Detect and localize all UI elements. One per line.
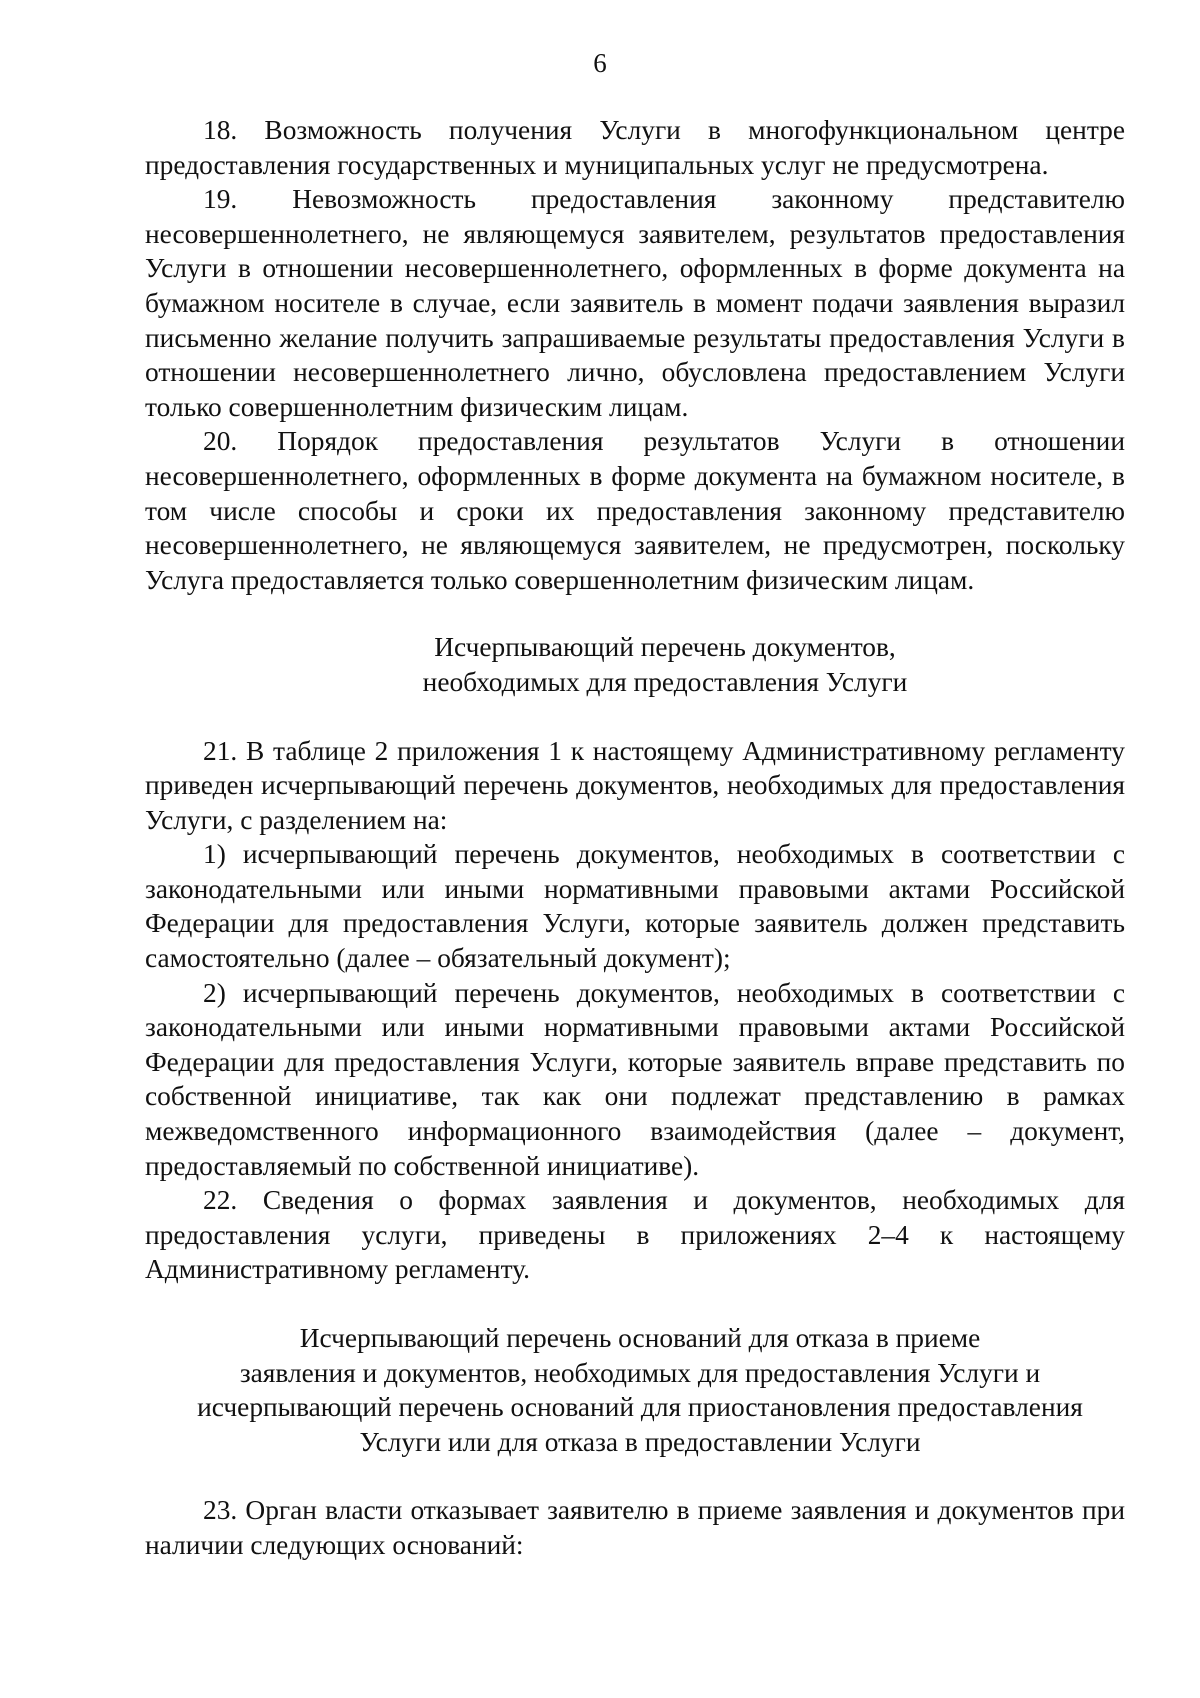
paragraph-22: 22. Сведения о формах заявления и документов, необходимых для предоставления услуги, приведены в приложениях 2–4 к настоящему Административному регламенту. xyxy=(145,1185,1125,1285)
page-number: 6 xyxy=(593,48,607,78)
section-heading-refusal-grounds xyxy=(145,1321,1125,1459)
heading-line: Исчерпывающий перечень оснований для отказа в приеме xyxy=(299,1323,981,1353)
heading-line: исчерпывающий перечень оснований для приостановления предоставления xyxy=(197,1392,1083,1423)
paragraph-21: 21. В таблице 2 приложения 1 к настоящему Административному регламенту приведен исчерпывающий перечень документов, необходимых для предоставления Услуги, с разделением на: xyxy=(145,735,1125,835)
list-item-1: 1) исчерпывающий перечень документов, необходимых в соответствии с законодательными или иными нормативными правовыми актами Российской Федерации для предоставления Услуги, которые заявитель должен представить самостоятельно (далее – обязательный документ); xyxy=(145,839,1125,974)
heading-line: заявления и документов, необходимых для предоставления Услуги и xyxy=(239,1357,1041,1388)
document-body xyxy=(145,113,1125,1563)
list-item-2: 2) исчерпывающий перечень документов, необходимых в соответствии с законодательными или иными нормативными правовыми актами Российской Федерации для предоставления Услуги, которые заявитель вправе представить по собственной инициативе, так как они подлежат представлению в рамках межведомственного информационного взаимодействия (далее – документ, предоставляемый по собственной инициативе). xyxy=(145,977,1125,1181)
section-heading-documents-list xyxy=(145,630,1125,699)
paragraph-18: 18. Возможность получения Услуги в многофункциональном центре предоставления государственных и муниципальных услуг не предусмотрена. xyxy=(145,115,1125,180)
heading-line: необходимых для предоставления Услуги xyxy=(422,666,908,697)
paragraph-20: 20. Порядок предоставления результатов Услуги в отношении несовершеннолетнего, оформленных в форме документа на бумажном носителе, в том числе способы и сроки их предоставления законному представителю несовершеннолетнего, не являющемуся заявителем, не предусмотрен, поскольку Услуга предоставляется только совершеннолетним физическим лицам. xyxy=(145,426,1125,595)
heading-line: Исчерпывающий перечень документов, xyxy=(434,632,896,663)
paragraph-19: 19. Невозможность предоставления законному представителю несовершеннолетнего, не являющемуся заявителем, результатов предоставления Услуги в отношении несовершеннолетнего, оформленных в форме документа на бумажном носителе в случае, если заявитель в момент подачи заявления выразил письменно желание получить запрашиваемые результаты предоставления Услуги в отношении несовершеннолетнего лично, обусловлена предоставлением Услуги только совершеннолетним физическим лицам. xyxy=(145,184,1125,422)
paragraph-23: 23. Орган власти отказывает заявителю в приеме заявления и документов при наличии следующих оснований: xyxy=(145,1495,1125,1560)
heading-line: Услуги или для отказа в предоставлении Услуги xyxy=(359,1426,921,1457)
